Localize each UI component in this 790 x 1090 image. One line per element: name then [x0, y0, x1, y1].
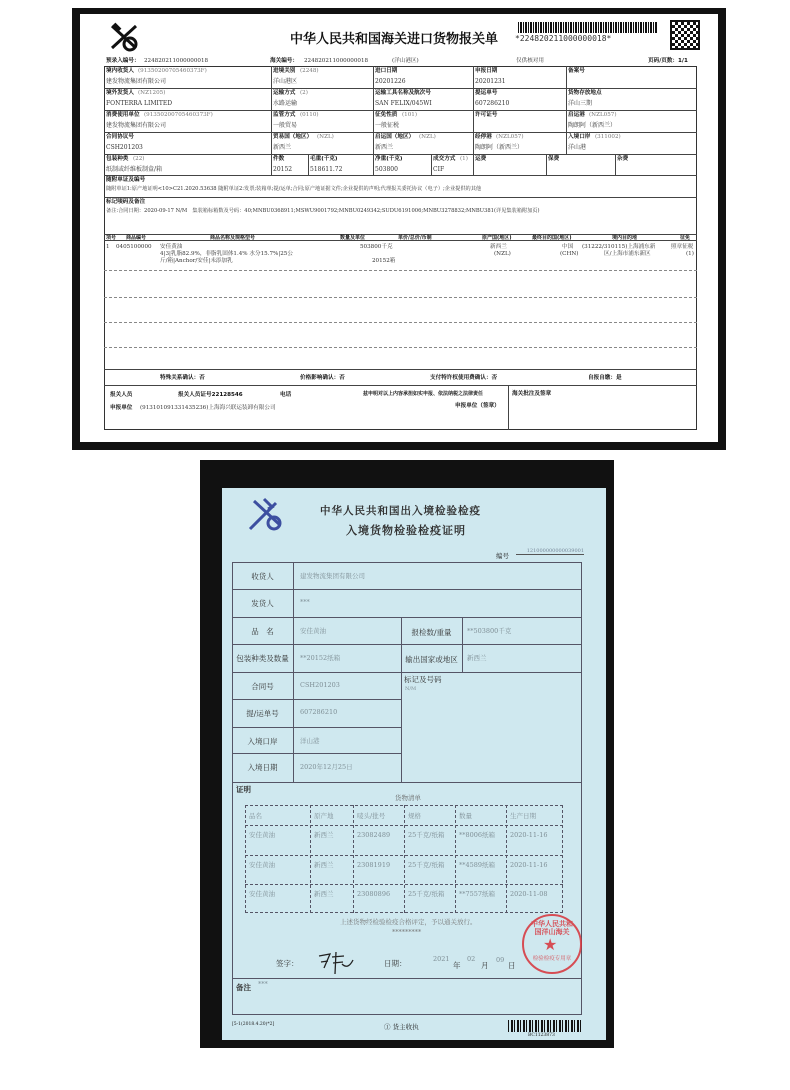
field-label: 保费 [548, 156, 560, 162]
cargo-header: 原产地 [314, 812, 334, 820]
remark-divider [232, 978, 582, 979]
field-label: 经停港 [475, 134, 492, 140]
form-code: [5-1(2018.4.20)*2] [232, 1022, 275, 1027]
stars: ********* [392, 928, 422, 936]
column-line [566, 88, 567, 110]
column-line [271, 88, 272, 110]
cert-field-value: **20152纸箱 [300, 654, 341, 662]
confirm-royalty: 支付特许权使用费确认：否 [430, 375, 498, 381]
column-line [271, 66, 272, 88]
field-value: 503800 [375, 166, 398, 173]
field-value: 洋山三期 [568, 100, 593, 107]
cargo-cell: 2020-11-16 [510, 861, 548, 869]
cert-field-label: 合同号 [251, 682, 274, 691]
signature [316, 948, 356, 976]
star-icon: ★ [543, 935, 558, 954]
blank-row-line [104, 297, 697, 298]
blank-row-line [104, 347, 697, 348]
field-value: 陶朗阿（新西兰） [568, 122, 617, 129]
cargo-cell: **7557纸箱 [459, 890, 496, 898]
field-code: (91350200705460373F) [144, 112, 213, 118]
item-header: 最终目的国(地区) [532, 235, 572, 241]
item-name: 安佳黄油 [160, 244, 183, 250]
cert-field-label: 入境口岸 [247, 737, 278, 746]
port-area: (洋山港区) [392, 58, 419, 64]
proof-label: 证明 [236, 785, 251, 794]
cargo-cell: 新西兰 [314, 861, 334, 869]
item-header: 数量及单位 [340, 235, 366, 241]
field-label: 提运单号 [475, 90, 498, 96]
cert-row-line [232, 617, 582, 618]
table-line [104, 175, 697, 176]
column-line [546, 154, 547, 175]
field-value: CSH201203 [106, 144, 143, 151]
table-line [104, 110, 697, 111]
certificate-no: 121000000000039001 [516, 548, 584, 555]
column-line [271, 110, 272, 132]
item-header: 境内目的地 [612, 235, 638, 241]
item-header: 商品名称及规格型号 [210, 235, 256, 241]
column-line [431, 154, 432, 175]
table-line [104, 154, 697, 155]
field-value: 一般贸易 [273, 122, 298, 129]
field-value: 建发物流集团有限公司 [106, 122, 167, 129]
column-line [373, 66, 374, 88]
table-line [104, 132, 697, 133]
field-label: 杂费 [617, 156, 629, 162]
marks: 备注:合同日期：2020-09-17 N/M 集装箱标箱数及号码：40;MNBU0368911;MSWU9001792;MNBU0249342;SUDU6191006;MNBU3278832;MNBU381(详见集装箱附加页) [106, 208, 540, 214]
barcode [518, 22, 658, 33]
certificate-subtitle: 入境货物检验检疫证明 [346, 524, 466, 537]
cert-field-label: 包装种类及数量 [236, 654, 289, 663]
item-no: 1 [106, 244, 110, 250]
cargo-header: 品名 [249, 812, 262, 820]
column-line [473, 66, 474, 88]
item-origin-code: (NZL) [494, 251, 511, 257]
inspection-emblem-icon [246, 497, 286, 533]
item-domestic-2: 区/上海市浦东新区 [604, 251, 651, 257]
field-label: 启运港 [568, 112, 585, 118]
field-label: 申报日期 [475, 68, 498, 74]
column-line [373, 110, 374, 132]
cert-field-value: 安佳黄油 [300, 627, 326, 635]
field-label: 货物存放地点 [568, 90, 602, 96]
field-code: (0110) [300, 112, 319, 118]
column-line [566, 66, 567, 88]
column-line [473, 88, 474, 110]
field-label: 件数 [273, 156, 285, 162]
cert-row-line [232, 753, 401, 754]
field-code: (NZL) [317, 134, 334, 140]
declarant-cert: 报关人员证号22128546 [178, 392, 243, 398]
field-value: 20152 [273, 166, 293, 173]
cargo-cell: 新西兰 [314, 890, 334, 898]
field-value: 一般征税 [375, 122, 400, 129]
cargo-cell: 23080896 [357, 890, 391, 898]
day: 09 [496, 956, 505, 964]
cert-field-label: 品 名 [251, 627, 274, 636]
field-value: 新西兰 [375, 144, 394, 151]
month-unit: 月 [481, 961, 489, 970]
field-value: 水路运输 [273, 100, 298, 107]
statement: 兹申明对以上内容承担如实申报、依法纳税之法律责任 [363, 391, 484, 397]
list-title: 货物清单 [395, 794, 421, 802]
marks-value: N/M [405, 686, 417, 692]
cert-row-line [232, 672, 582, 673]
cert-field-label: 入境日期 [247, 763, 278, 772]
cert-field-label: 提/运单号 [246, 709, 279, 718]
cert-col-line [293, 562, 294, 782]
table-line [104, 369, 697, 370]
field-value: 20201231 [475, 78, 506, 85]
column-line [271, 154, 272, 175]
item-dest: 中国 [562, 244, 574, 250]
item-header: 单价/总价/币制 [398, 235, 432, 241]
cargo-cell: 安佳黄油 [249, 831, 275, 839]
cargo-cell: 23082489 [357, 831, 391, 839]
field-code: (2248) [300, 68, 319, 74]
cert-field-value: 建发物流集团有限公司 [300, 572, 365, 580]
day-unit: 日 [508, 961, 516, 970]
item-domestic: (31222/310115)上海浦东新 [582, 244, 656, 250]
export-label: 输出国家或地区 [405, 655, 458, 664]
column-line [373, 154, 374, 175]
field-value: FONTERRA LIMITED [106, 100, 173, 107]
field-label: 境内收货人 [106, 68, 134, 74]
year-unit: 年 [453, 961, 461, 970]
item-qty: 503800千克 [360, 244, 393, 250]
cargo-header: 规格 [408, 812, 421, 820]
cargo-col-line [404, 805, 405, 913]
export-value: 新西兰 [467, 654, 487, 662]
blank-row-line [104, 322, 697, 323]
confirm-special: 特殊关系确认：否 [160, 375, 205, 381]
stamp-sub: 检验检疫专用章 [532, 956, 572, 962]
pre-entry-no: 224820211000000018 [144, 58, 209, 64]
cert-row-line [232, 644, 582, 645]
sign-label: 签字： [276, 959, 299, 968]
declare-seal: 申报单位（签章） [455, 403, 500, 409]
customs-no: 224820211000000018 [304, 58, 369, 64]
cert-row-line [232, 589, 582, 590]
item-code: 0405100000 [116, 244, 152, 250]
field-label: 贸易国（地区） [273, 134, 313, 140]
serial: BC1123873 [528, 1033, 555, 1038]
item-origin: 新西兰 [490, 244, 507, 250]
cargo-col-line [455, 805, 456, 913]
field-label: 入境口岸 [568, 134, 591, 140]
cargo-cell: 安佳黄油 [249, 890, 275, 898]
date-label: 日期： [384, 959, 407, 968]
field-label: 运输工具名称及航次号 [375, 90, 431, 96]
column-line [566, 132, 567, 154]
field-value: 新西兰 [273, 144, 292, 151]
qty-value: **503800千克 [467, 627, 512, 635]
item-levy: 照章征税 [671, 244, 694, 250]
item-qty-2: 20152箱 [372, 258, 396, 264]
cargo-cell: 安佳黄油 [249, 861, 275, 869]
field-value: 518611.72 [310, 166, 343, 173]
column-line [566, 110, 567, 132]
field-code: (NZL057) [496, 134, 524, 140]
remark-label: 备注 [236, 983, 251, 992]
month: 02 [467, 955, 476, 963]
field-code: (91350200705460373F) [138, 68, 207, 74]
cert-field-label: 发货人 [251, 599, 274, 608]
field-value: CIF [433, 166, 445, 173]
field-label: 监管方式 [273, 112, 296, 118]
table-line [104, 385, 697, 386]
item-spec: 4|3|乳脂82.9%，非脂乳固体1.4% 水分15.7%|25公 [160, 251, 293, 257]
field-code: (NZL057) [589, 112, 617, 118]
customs-emblem-icon [108, 20, 140, 52]
field-value: 建发物流集团有限公司 [106, 78, 167, 85]
declare-unit-label: 申报单位 [110, 405, 133, 411]
marks-label: 标记及号码 [404, 675, 442, 684]
cargo-cell: 新西兰 [314, 831, 334, 839]
field-code: (NZ1205) [138, 90, 166, 96]
item-header: 项号 [106, 235, 117, 241]
column-line [308, 154, 309, 175]
cargo-header: 数量 [459, 812, 472, 820]
bottom-divider [508, 385, 509, 430]
qr-code [670, 20, 700, 50]
column-line [373, 88, 374, 110]
field-label: 境外发货人 [106, 90, 134, 96]
field-label: 毛重(千克) [310, 156, 338, 162]
cert-field-value: 607286210 [300, 708, 338, 716]
year: 2021 [433, 955, 450, 963]
field-label: 备案号 [568, 68, 585, 74]
cargo-cell: 25千克/纸箱 [408, 831, 445, 839]
certificate-title: 中华人民共和国出入境检验检疫 [320, 505, 481, 517]
customs-no-label: 海关编号： [270, 58, 298, 64]
field-label: 许可证号 [475, 112, 498, 118]
cert-field-label: 收货人 [251, 572, 274, 581]
remark: *** [258, 980, 268, 988]
field-label: 进境关别 [273, 68, 296, 74]
field-value: 洋山港 [568, 144, 587, 151]
cert-row-line [232, 699, 401, 700]
column-line [473, 132, 474, 154]
field-label: 启运国（地区） [375, 134, 415, 140]
field-value: 纸制或纤维板制盒/箱 [106, 166, 163, 173]
field-label: 征免性质 [375, 112, 398, 118]
field-code: (22) [133, 156, 145, 162]
cargo-cell: **4589纸箱 [459, 861, 496, 869]
barcode-text: *224820211000000018* [515, 34, 612, 43]
cargo-col-line [353, 805, 354, 913]
field-label: 进口日期 [375, 68, 398, 74]
serial-barcode [508, 1020, 582, 1032]
attachments-label: 随附单证及编号 [106, 177, 146, 183]
cert-field-value: 2020年12月25日 [300, 763, 353, 771]
cargo-header: 生产日期 [510, 812, 536, 820]
field-code: (2) [300, 90, 308, 96]
field-label: 成交方式 [433, 156, 456, 162]
field-value: 20201226 [375, 78, 406, 85]
column-line [373, 132, 374, 154]
item-header: 商品编号 [126, 235, 147, 241]
cargo-cell: **8006纸箱 [459, 831, 496, 839]
pre-entry-label: 预录入编号： [106, 58, 140, 64]
cert-row-line [232, 782, 582, 783]
cert-field-value: *** [300, 598, 310, 606]
confirm-self: 自报自缴：是 [588, 375, 622, 381]
conclusion: 上述货物经检验检疫合格评定，予以通关放行。 [340, 918, 477, 926]
cargo-cell: 25千克/纸箱 [408, 890, 445, 898]
customs-note: 海关批注及签章 [512, 391, 552, 397]
field-label: 净重(千克) [375, 156, 403, 162]
column-line [473, 154, 474, 175]
column-line [271, 132, 272, 154]
stamp-text: 中华人民共和国洋山海关 [531, 919, 573, 936]
field-label: 合同协议号 [106, 134, 134, 140]
cargo-col-line [506, 805, 507, 913]
column-line [473, 110, 474, 132]
cert-field-value: 洋山港 [300, 737, 320, 745]
marks-label: 标记唛码及备注 [106, 199, 146, 205]
table-line [104, 197, 697, 198]
column-line [615, 154, 616, 175]
item-header: 原产国(地区) [482, 235, 512, 241]
field-code: (NZL) [419, 134, 436, 140]
field-value: 洋山港区 [273, 78, 298, 85]
declaration-title: 中华人民共和国海关进口货物报关单 [290, 32, 499, 47]
cargo-col-line [310, 805, 311, 913]
cargo-cell: 2020-11-16 [510, 831, 548, 839]
cert-col-line [462, 617, 463, 672]
field-value: 陶朗阿（新西兰） [475, 144, 524, 151]
cert-col-line [401, 617, 402, 782]
item-spec-2: 斤/箱|Anchor/安佳|未添加乳 [160, 258, 233, 264]
field-value: SAN FELIX/045WI [375, 100, 432, 107]
field-label: 消费使用单位 [106, 112, 140, 118]
field-label: 运费 [475, 156, 487, 162]
phone-label: 电话 [280, 392, 292, 398]
field-label: 包装种类 [106, 156, 129, 162]
item-dest-code: (CHN) [560, 251, 579, 257]
cert-row-line [232, 727, 401, 728]
cert-field-value: CSH201203 [300, 681, 340, 689]
table-line [104, 88, 697, 89]
item-levy-2: (1) [686, 251, 694, 257]
qty-label: 报检数/重量 [411, 628, 452, 637]
cargo-header: 唛头/批号 [357, 812, 386, 820]
official-stamp [522, 914, 582, 974]
field-label: 运输方式 [273, 90, 296, 96]
confirm-price: 价格影响确认：否 [300, 375, 345, 381]
field-code: (1) [460, 156, 468, 162]
cargo-cell: 25千克/纸箱 [408, 861, 445, 869]
certificate-no-label: 编号 [496, 552, 509, 560]
copy-label: ① 货主收执 [384, 1023, 419, 1031]
item-header: 征免 [680, 235, 691, 241]
cargo-cell: 2020-11-08 [510, 890, 548, 898]
cargo-cell: 23081919 [357, 861, 391, 869]
declarant-label: 报关人员 [110, 392, 133, 398]
blank-row-line [104, 270, 697, 271]
attachments: 随附单证1:原产地证明<10>C21.2020.53638 随附单证2:发票;装箱单;提/运单;合同;原产地证据文件;企业提供的声明;代理报关委托协议（电子）;企业提供的其他 [106, 186, 482, 192]
declare-unit: (91310109133143523​6)上海海兴联运装卸有限公司 [140, 405, 276, 411]
field-code: (311002) [595, 134, 621, 140]
page-label: 页码/页数：1/1 [648, 58, 688, 64]
verify-note: 仅供核对用 [516, 58, 544, 64]
field-code: (101) [402, 112, 418, 118]
field-value: 607286210 [475, 100, 510, 107]
